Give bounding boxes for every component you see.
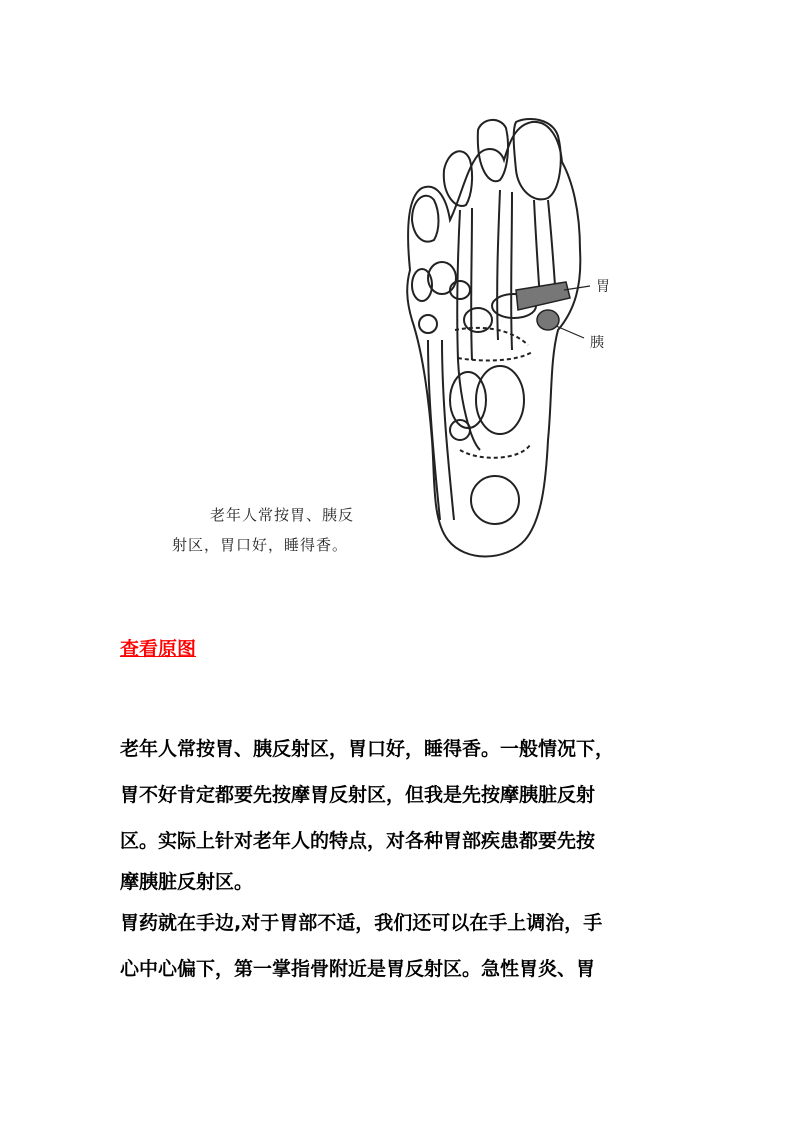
foot-reflexology-figure [160,100,640,570]
pancreas-label: 胰 [590,335,604,351]
paragraph-line: 老年人常按胃、胰反射区，胃口好，睡得香。一般情况下， [120,738,615,760]
paragraph-line: 胃不好肯定都要先按摩胃反射区，但我是先按摩胰脏反射 [120,784,596,806]
caption-line-2: 射区，胃口好，睡得香。 [172,536,349,554]
caption-line-1: 老年人常按胃、胰反 [210,506,355,524]
pancreas-reflex-area [537,310,559,330]
paragraph-line: 心中心偏下，第一掌指骨附近是胃反射区。急性胃炎、胃 [120,958,596,980]
article-body [120,726,720,992]
paragraph-line: 胃药就在手边,对于胃部不适，我们还可以在手上调治，手 [120,912,603,934]
view-original-image-link[interactable]: 查看原图 [120,638,197,660]
stomach-reflex-area [516,282,570,310]
stomach-label: 胃 [596,279,610,295]
paragraph-line: 区。实际上针对老年人的特点，对各种胃部疾患都要先按 [120,830,596,852]
figure-caption [172,500,354,560]
paragraph-line: 摩胰脏反射区。 [120,871,254,893]
